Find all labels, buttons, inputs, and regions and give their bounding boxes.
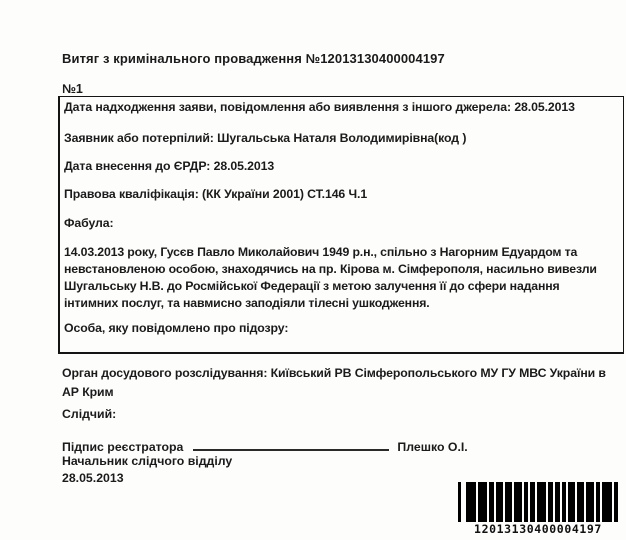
barcode-bars <box>458 482 618 522</box>
barcode-number: 12013130400004197 <box>474 522 602 536</box>
barcode <box>458 482 618 536</box>
record-number: №1 <box>62 82 83 96</box>
field-claimant: Заявник або потерпілий: Шугальська Наталя Володимирівна(код ) <box>64 131 467 145</box>
document-title: Витяг з кримінального провадження №12013130400004197 <box>62 51 445 66</box>
signatory-position: Начальник слідчого відділу <box>62 454 233 468</box>
signature-label: Підпис реєстратора <box>62 440 184 454</box>
investigation-body: Орган досудового розслідування: Київський РВ Сімферопольського МУ ГУ МВС України в АР Крим <box>62 366 606 399</box>
field-suspect-label: Особа, яку повідомлено про підозру: <box>64 321 289 335</box>
registrar-name: Плешко О.І. <box>397 440 468 454</box>
field-legal-qualification: Правова кваліфікація: (КК України 2001) СТ.146 Ч.1 <box>64 187 368 201</box>
document-date: 28.05.2013 <box>62 471 124 485</box>
field-fabula-label: Фабула: <box>64 216 114 230</box>
case-details-box <box>58 96 624 354</box>
fabula-text: 14.03.2013 року, Гусєв Павло Миколайович 1949 р.н., спільно з Нагорним Едуардом та невстановленою особою, знаходячись на пр. Кірова м. Сімферополя, насильно вивезли Шугальську Н.В. до Росмійської Федерації з метою залучення її до сфери надання інтимних послуг, та навмисно заподіяли тілесні ушкодження. <box>64 245 597 310</box>
field-erdr-date: Дата внесення до ЄРДР: 28.05.2013 <box>64 159 275 173</box>
signature-line <box>193 436 389 451</box>
investigator-label: Слідчий: <box>62 407 117 421</box>
field-date-received: Дата надходження заяви, повідомлення або виявлення з іншого джерела: 28.05.2013 <box>64 100 575 114</box>
signature-row <box>62 436 468 454</box>
